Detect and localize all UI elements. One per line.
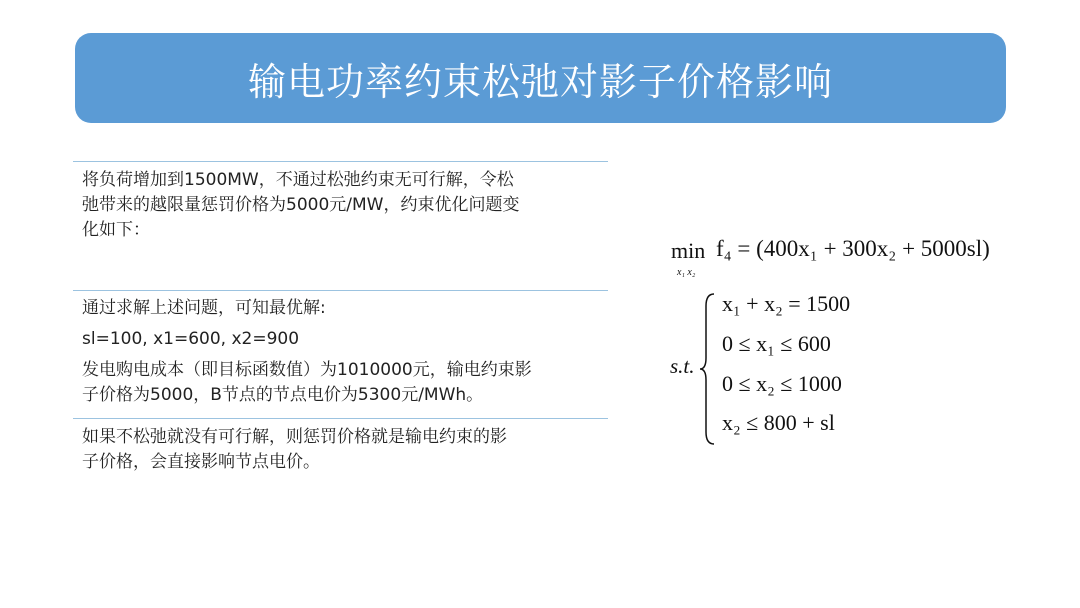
min-subscript: x₁ x₂ xyxy=(677,267,696,278)
problem-line-2: 弛带来的越限量惩罚价格为5000元/MW，约束优化问题变 xyxy=(82,195,520,215)
solution-intro: 通过求解上述问题，可知最优解: xyxy=(82,298,326,318)
solution-line-1: 发电购电成本（即目标函数值）为1010000元，输电约束影 xyxy=(82,360,532,380)
constraint-3: 0 ≤ x₂ ≤ 1000 xyxy=(722,371,842,396)
divider-3 xyxy=(73,418,608,419)
solution-values: sl=100, x1=600, x2=900 xyxy=(82,329,300,349)
constraint-brace xyxy=(700,292,716,446)
problem-description xyxy=(82,168,604,243)
constraint-4: x₂ ≤ 800 + sl xyxy=(722,410,835,435)
divider-2 xyxy=(73,290,608,291)
constraint-2: 0 ≤ x₁ ≤ 600 xyxy=(722,331,831,356)
title-banner xyxy=(75,33,1006,123)
slide-title: 输电功率约束松弛对影子价格影响 xyxy=(247,59,833,104)
problem-line-3: 化如下： xyxy=(82,220,150,240)
problem-line-1: 将负荷增加到1500MW，不通过松弛约束无可行解，令松 xyxy=(82,170,514,190)
conclusion-block xyxy=(82,425,604,475)
conclusion-line-1: 如果不松弛就没有可行解，则惩罚价格就是输电约束的影 xyxy=(82,427,507,447)
solution-line-2: 子价格为5000，B节点的节点电价为5300元/MWh。 xyxy=(82,385,484,405)
constraint-1: x₁ + x₂ = 1500 xyxy=(722,291,851,316)
subject-to-label: s.t. xyxy=(670,354,695,378)
divider-1 xyxy=(73,161,608,162)
conclusion-line-2: 子价格，会直接影响节点电价。 xyxy=(82,452,320,472)
objective-function: f₄ = (400x₁ + 300x₂ + 5000sl) xyxy=(716,236,990,261)
min-operator: min xyxy=(671,238,706,263)
solution-block xyxy=(82,296,604,408)
